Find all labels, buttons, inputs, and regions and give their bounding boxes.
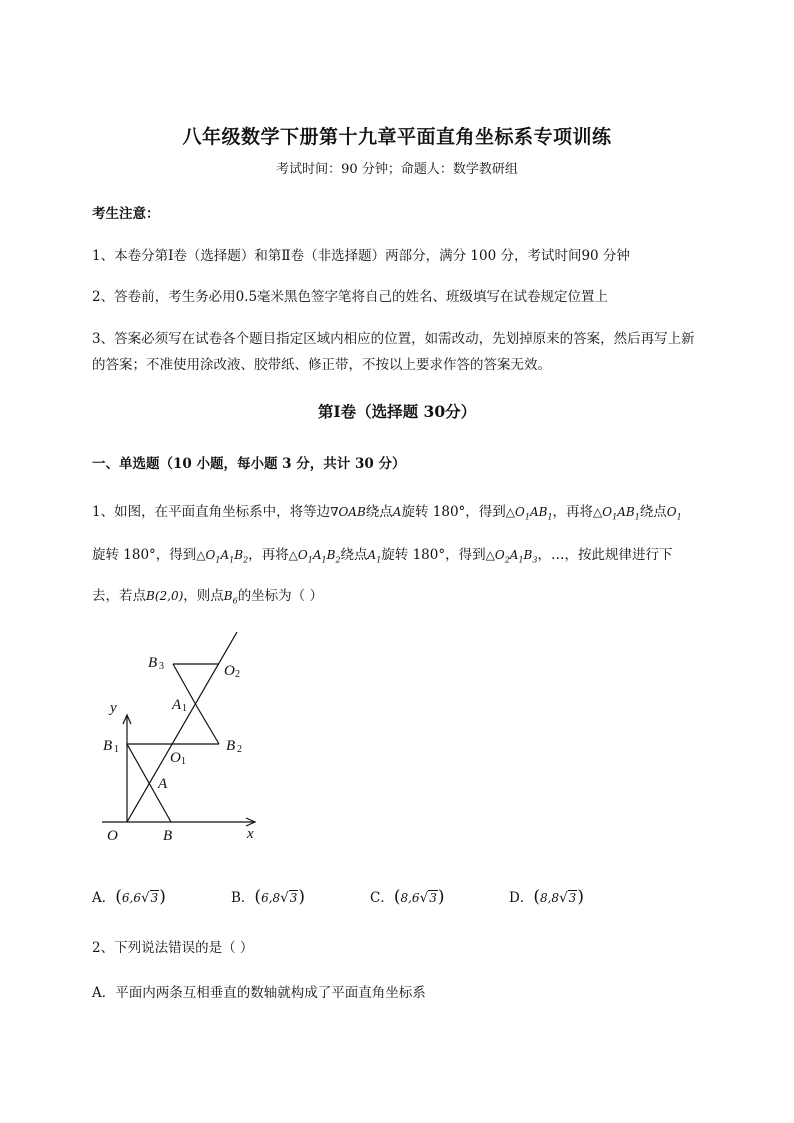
label-a: A — [158, 776, 168, 792]
svg-text:3: 3 — [159, 661, 164, 672]
label-b1: B — [103, 738, 113, 754]
notice-heading: 考生注意： — [92, 206, 160, 222]
label-o1: O — [170, 750, 181, 766]
svg-text:1: 1 — [182, 703, 187, 714]
segment-a1-b2 — [196, 705, 219, 744]
q1-option-c[interactable]: C．(8,6√3) — [370, 887, 445, 907]
section-title: 第Ⅰ卷（选择题 30分） — [317, 402, 477, 421]
svg-text:1: 1 — [114, 744, 119, 755]
label-y: y — [110, 700, 117, 716]
q1-line-1: 1、如图，在平面直角坐标系中，将等边∇OAB绕点A旋转 180°，得到$\triangle O_1AB_1$，再将$\triangle O_1AB_1$绕点$O_1$ — [92, 504, 682, 522]
label-a1: A — [172, 697, 182, 713]
label-x: x — [247, 826, 254, 842]
q1-line-2: 旋转 180°，得到$\triangle O_1A_1B_2$，再将$\triangle O_1A_1B_2$绕点$A_1$旋转 180°，得到$\triangle O_2A_1B_3$，…，按此规律进行下 — [92, 547, 673, 565]
rotation-figure — [92, 620, 282, 850]
triangle-oab: ∇OAB — [330, 505, 366, 519]
page-subtitle: 考试时间：90 分钟；命题人：数学教研组 — [276, 162, 518, 177]
notice-item-3-line-1: 3、答案必须写在试卷各个题目指定区域内相应的位置，如需改动，先划掉原来的答案，然后再写上新 — [92, 331, 695, 347]
triangle-o1ab1: $\triangle O_1AB_1$ — [505, 505, 553, 522]
part-heading: 一、单选题（10 小题，每小题 3 分，共计 30 分） — [92, 456, 406, 472]
svg-text:2: 2 — [235, 669, 240, 680]
q2-option-a[interactable]: A．平面内两条互相垂直的数轴就构成了平面直角坐标系 — [92, 985, 426, 1001]
page-title: 八年级数学下册第十九章平面直角坐标系专项训练 — [182, 126, 612, 148]
q1-option-b[interactable]: B．(6,8√3) — [231, 887, 306, 907]
label-o: O — [107, 828, 118, 844]
q1-option-d[interactable]: D．(8,8√3) — [509, 887, 584, 907]
q1-option-a[interactable]: A．(6,6√3) — [92, 887, 166, 907]
label-b2: B — [226, 738, 236, 754]
q2-stem: 2、下列说法错误的是（ ） — [92, 940, 254, 956]
label-b: B — [163, 828, 173, 844]
svg-text:1: 1 — [181, 756, 186, 767]
q1-line-3: 去，若点B(2,0)，则点$B_6$的坐标为（ ） — [92, 588, 323, 606]
notice-item-1: 1、本卷分第Ⅰ卷（选择题）和第Ⅱ卷（非选择题）两部分，满分 100 分，考试时间90 分钟 — [92, 248, 630, 264]
notice-item-3-line-2: 的答案；不准使用涂改液、胶带纸、修正带，不按以上要求作答的答案无效。 — [92, 357, 551, 373]
svg-text:2: 2 — [237, 744, 242, 755]
label-b3: B — [148, 655, 158, 671]
diagonal-line — [127, 632, 237, 822]
notice-item-2: 2、答卷前，考生务必用0.5毫米黑色签字笔将自己的姓名、班级填写在试卷规定位置上 — [92, 289, 609, 305]
label-o2: O — [224, 663, 235, 679]
